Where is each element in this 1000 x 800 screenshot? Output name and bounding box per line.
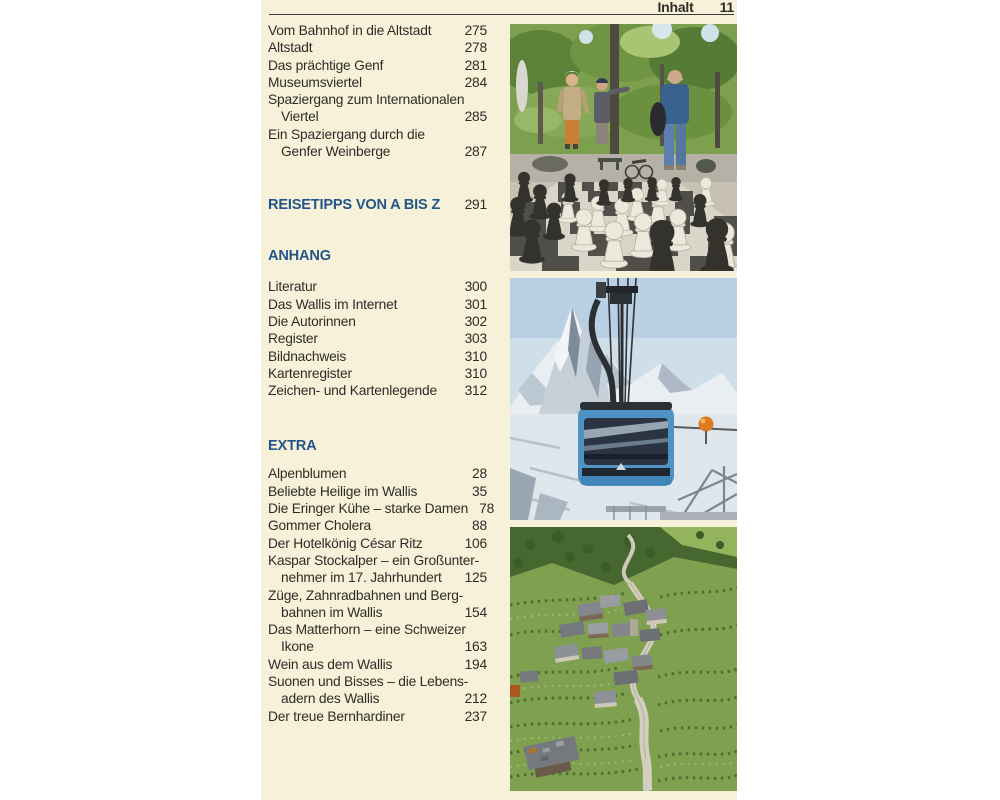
toc-entry-line — [268, 126, 487, 143]
toc-entry-page: 154 — [464, 604, 487, 620]
toc-entry-page: 278 — [464, 40, 487, 56]
toc-entry-page: 237 — [464, 708, 487, 724]
toc-entry-label: Das prächtige Genf — [268, 57, 384, 73]
toc-entry-page: 310 — [464, 365, 487, 381]
toc-entry-line — [268, 708, 487, 725]
toc-entry-line — [268, 535, 487, 552]
toc-entry-line — [268, 143, 487, 160]
toc-entry-line — [268, 673, 487, 690]
section-heading — [268, 248, 487, 265]
toc-entry-label: Beliebte Heilige im Wallis — [268, 483, 418, 499]
toc-entry-line — [268, 91, 487, 108]
toc-entry-page: 194 — [464, 656, 487, 672]
toc-entry-label: Register — [268, 331, 318, 347]
toc-entry-line — [268, 108, 487, 125]
toc-entry-line — [268, 330, 487, 347]
toc-entry-line — [268, 604, 487, 621]
toc-entry-line — [268, 365, 487, 382]
photo-vineyard-village — [510, 527, 737, 791]
page-header-number: 11 — [719, 0, 734, 15]
header-rule — [269, 14, 734, 15]
toc-entry-page: 106 — [464, 535, 487, 551]
toc-entry-line — [268, 621, 487, 638]
toc-entry-page: 285 — [464, 109, 487, 125]
toc-entry-label: Spaziergang zum Internationalen — [268, 92, 465, 108]
toc-entry-line — [268, 22, 487, 39]
toc-entry-label: Literatur — [268, 279, 317, 295]
toc-entry-line — [268, 552, 487, 569]
section-heading — [268, 196, 487, 214]
toc-entry-page: 300 — [464, 279, 487, 295]
book-page — [261, 0, 737, 800]
toc-entry-page: 284 — [464, 74, 487, 90]
toc-entry-label: Wein aus dem Wallis — [268, 656, 393, 672]
page-header — [657, 0, 734, 14]
toc-entry-page: 212 — [464, 691, 487, 707]
toc-entry-line — [268, 465, 487, 482]
toc-entry-line — [268, 39, 487, 56]
toc-entry-page: 125 — [464, 570, 487, 586]
toc-entry-page: 303 — [464, 331, 487, 347]
toc-entry-label: Bildnachweis — [268, 348, 347, 364]
toc — [268, 22, 495, 725]
section-heading-page: 291 — [464, 197, 487, 213]
toc-entry-line — [268, 348, 487, 365]
toc-entry-page: 287 — [464, 144, 487, 160]
toc-entry-label: Der Hotelkönig César Ritz — [268, 535, 423, 551]
toc-entry-label: Das Wallis im Internet — [268, 296, 398, 312]
toc-entry-line — [268, 57, 487, 74]
toc-entry-label: Kartenregister — [268, 365, 352, 381]
toc-entry-line — [268, 296, 487, 313]
toc-entry-line — [268, 656, 487, 673]
toc-entry-label: Zeichen- und Kartenlegende — [268, 383, 437, 399]
toc-entry-line — [268, 74, 487, 91]
page-header-title: Inhalt — [657, 0, 694, 15]
toc-entry-page: 35 — [472, 483, 487, 499]
toc-entry-page: 88 — [472, 518, 487, 534]
toc-entry-page: 275 — [464, 23, 487, 38]
toc-entry-page: 301 — [464, 296, 487, 312]
toc-entry-label: Suonen und Bisses – die Lebens- — [268, 674, 469, 690]
toc-entry-label: Ikone — [281, 639, 314, 655]
toc-entry-label: Gommer Cholera — [268, 518, 372, 534]
toc-entry-label: Vom Bahnhof in die Altstadt — [268, 23, 432, 38]
toc-entry-line — [268, 587, 487, 604]
toc-entry-line — [268, 483, 487, 500]
toc-entry-label: Museumsviertel — [268, 74, 362, 90]
section-heading-label: ANHANG — [268, 248, 331, 265]
toc-entry-line — [268, 569, 487, 586]
toc-section — [268, 248, 487, 399]
photo-giant-chess-park — [510, 24, 737, 271]
toc-entry-page: 310 — [464, 348, 487, 364]
toc-entry-label: Altstadt — [268, 40, 313, 56]
toc-entry-label: Ein Spaziergang durch die — [268, 126, 425, 142]
toc-entry-label: Viertel — [281, 109, 319, 125]
toc-entry-line — [268, 690, 487, 707]
toc-entry-line — [268, 382, 487, 399]
section-heading-label: EXTRA — [268, 438, 317, 455]
toc-entry-line — [268, 313, 487, 330]
toc-section — [268, 438, 495, 724]
toc-entry-line — [268, 278, 487, 295]
toc-entry-line — [268, 500, 495, 517]
toc-entry-label: Das Matterhorn – eine Schweizer — [268, 622, 466, 638]
toc-entry-label: Genfer Weinberge — [281, 144, 391, 160]
toc-entry-label: adern des Wallis — [281, 691, 380, 707]
toc-section — [268, 22, 487, 160]
toc-entry-page: 312 — [464, 383, 487, 399]
toc-section — [268, 196, 487, 214]
toc-entry-label: Der treue Bernhardiner — [268, 708, 405, 724]
toc-entry-page: 163 — [464, 639, 487, 655]
toc-entry-page: 302 — [464, 313, 487, 329]
toc-entry-page: 281 — [464, 57, 487, 73]
section-heading — [268, 438, 487, 455]
toc-entry-label: Alpenblumen — [268, 466, 347, 482]
toc-entry-page: 28 — [472, 466, 487, 482]
section-heading-label: REISETIPPS VON A BIS Z — [268, 197, 441, 214]
toc-entry-label: Die Autorinnen — [268, 313, 356, 329]
toc-entry-label: Die Eringer Kühe – starke Damen — [268, 501, 469, 517]
toc-entry-line — [268, 638, 487, 655]
toc-entry-line — [268, 517, 487, 534]
toc-entry-page: 78 — [479, 501, 495, 517]
photo-cable-car-matterhorn — [510, 278, 737, 520]
toc-entry-label: bahnen im Wallis — [281, 604, 383, 620]
toc-entry-label: Kaspar Stockalper – ein Großunter- — [268, 552, 479, 568]
toc-entry-label: Züge, Zahnradbahnen und Berg- — [268, 587, 464, 603]
toc-entry-label: nehmer im 17. Jahrhundert — [281, 570, 442, 586]
